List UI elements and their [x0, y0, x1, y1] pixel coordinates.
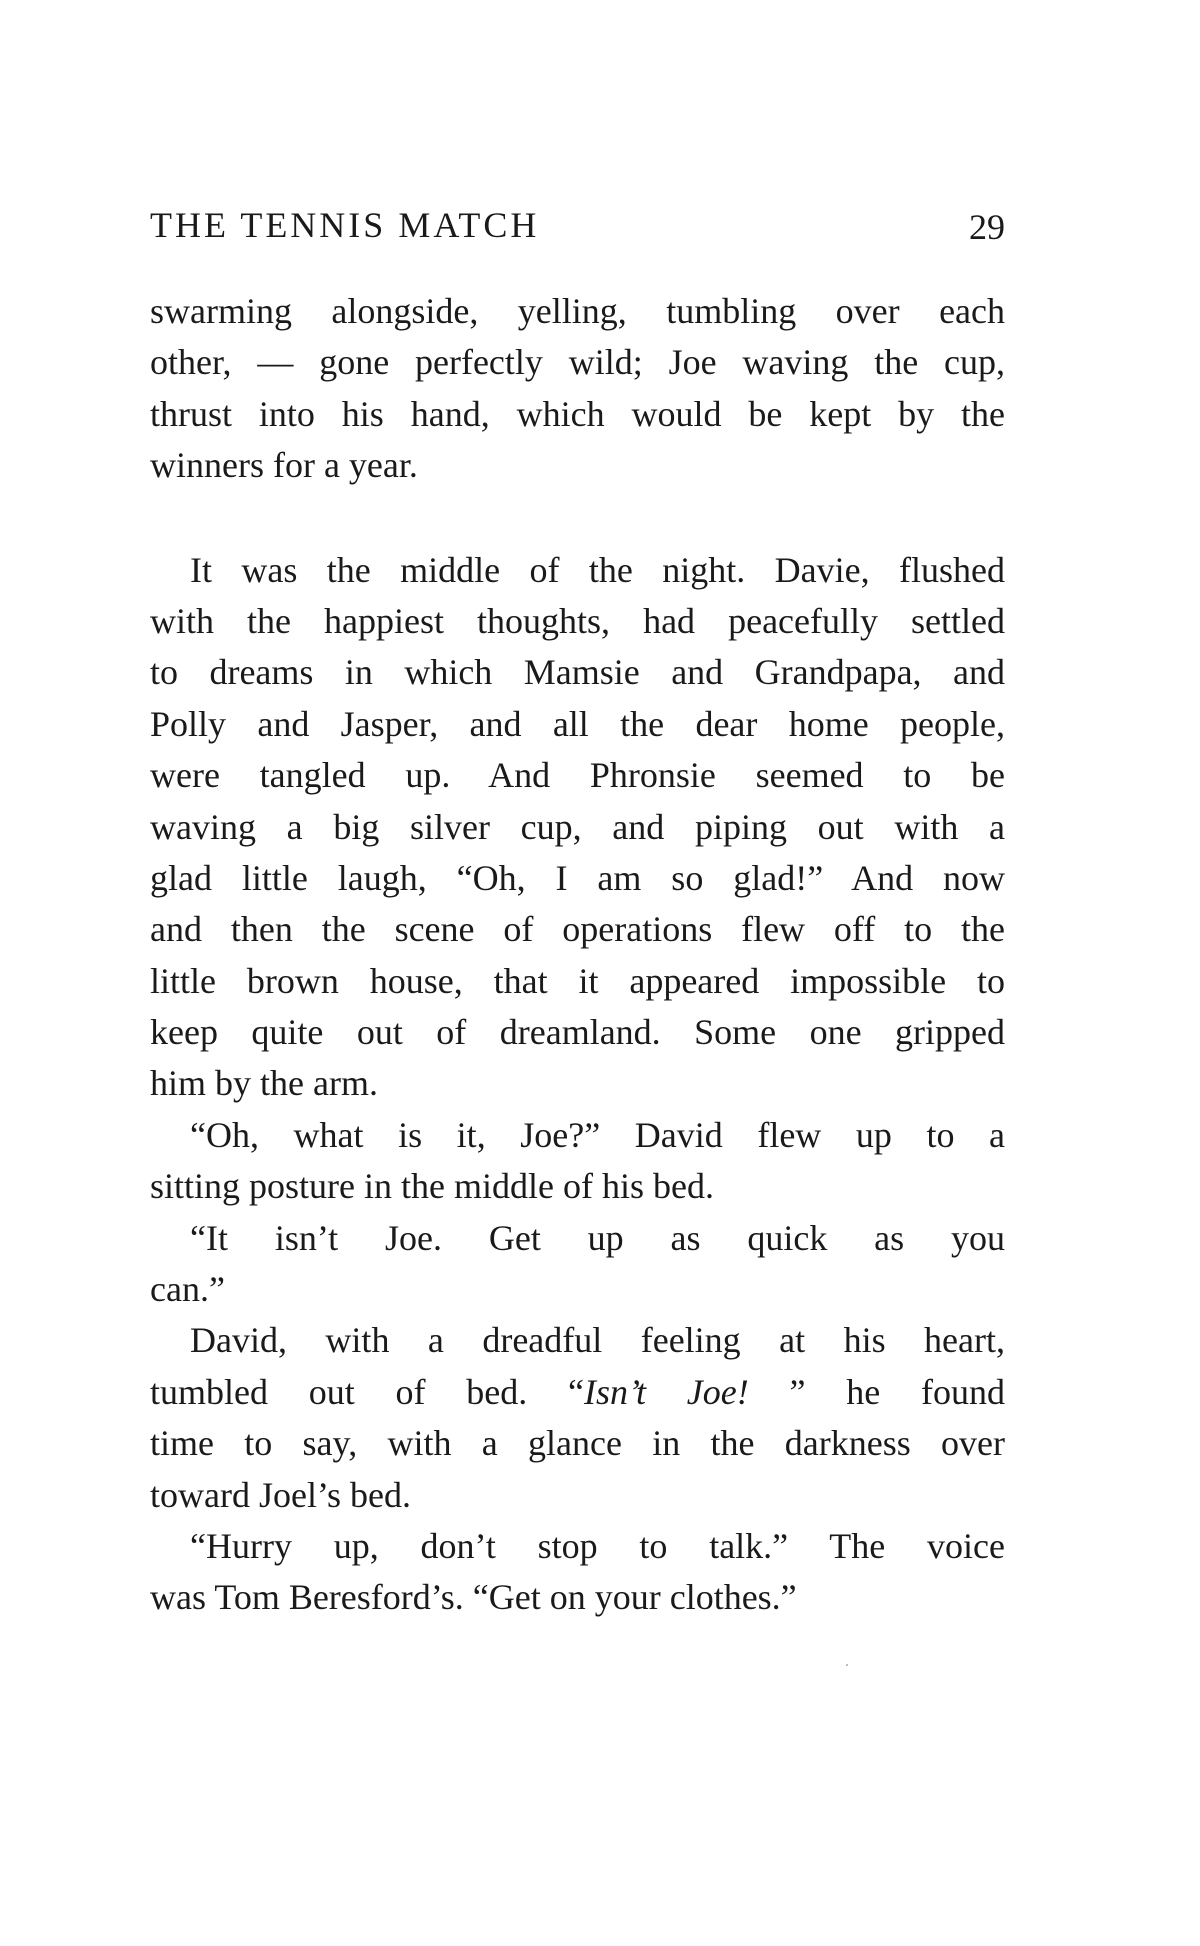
paragraph: [150, 1213, 1005, 1316]
text-line: was Tom Beresford’s. “Get on your clothes.”: [150, 1577, 797, 1618]
paragraph: [150, 1315, 1005, 1521]
text-line: “It isn’t Joe. Get up as quick as you: [190, 1217, 1005, 1258]
text-line: keep quite out of dreamland. Some one gripped: [150, 1012, 1005, 1053]
text-segment: tumbled out of bed. “: [150, 1371, 585, 1412]
paragraph: [150, 545, 1005, 1110]
text-line: to dreams in which Mamsie and Grandpapa, and: [150, 652, 1005, 693]
text-line: It was the middle of the night. Davie, flushed: [190, 549, 1005, 590]
paragraph-continuation: [150, 286, 1005, 492]
text-line: with the happiest thoughts, had peacefully settled: [150, 600, 1005, 641]
text-line: and then the scene of operations flew off to the: [150, 909, 1005, 950]
text-line: were tangled up. And Phronsie seemed to be: [150, 755, 1005, 796]
text-line: winners for a year.: [150, 445, 418, 486]
text-line: “Hurry up, don’t stop to talk.” The voice: [190, 1525, 1005, 1566]
text-segment: ” he found: [748, 1371, 1005, 1412]
paragraph: [150, 1521, 1005, 1624]
text-line: time to say, with a glance in the darkness over: [150, 1423, 1005, 1464]
text-line: thrust into his hand, which would be kept by the: [150, 393, 1005, 434]
page-number: 29: [969, 207, 1005, 247]
running-head: [150, 200, 1005, 250]
section-break: [150, 492, 1005, 545]
text-line: toward Joel’s bed.: [150, 1474, 411, 1515]
text-line: sitting posture in the middle of his bed.: [150, 1166, 714, 1207]
running-title: THE TENNIS MATCH: [150, 205, 540, 245]
text-line: waving a big silver cup, and piping out with a: [150, 806, 1005, 847]
text-line: “Oh, what is it, Joe?” David flew up to a: [190, 1114, 1005, 1155]
text-line: other, — gone perfectly wild; Joe waving the cup,: [150, 342, 1005, 383]
text-line: can.”: [150, 1269, 225, 1310]
text-line: swarming alongside, yelling, tumbling over each: [150, 291, 1005, 331]
text-line: Polly and Jasper, and all the dear home people,: [150, 703, 1005, 744]
paper-speck: [846, 1664, 848, 1666]
text-line: him by the arm.: [150, 1063, 378, 1104]
text-line: glad little laugh, “Oh, I am so glad!” And now: [150, 857, 1005, 898]
text-line: little brown house, that it appeared impossible to: [150, 960, 1005, 1001]
italic-phrase: Isn’t Joe!: [584, 1371, 749, 1412]
text-line: David, with a dreadful feeling at his heart,: [190, 1320, 1005, 1361]
paragraph: [150, 1110, 1005, 1213]
body-text: [150, 286, 1005, 1624]
text-line-with-italic: [150, 1367, 1005, 1418]
